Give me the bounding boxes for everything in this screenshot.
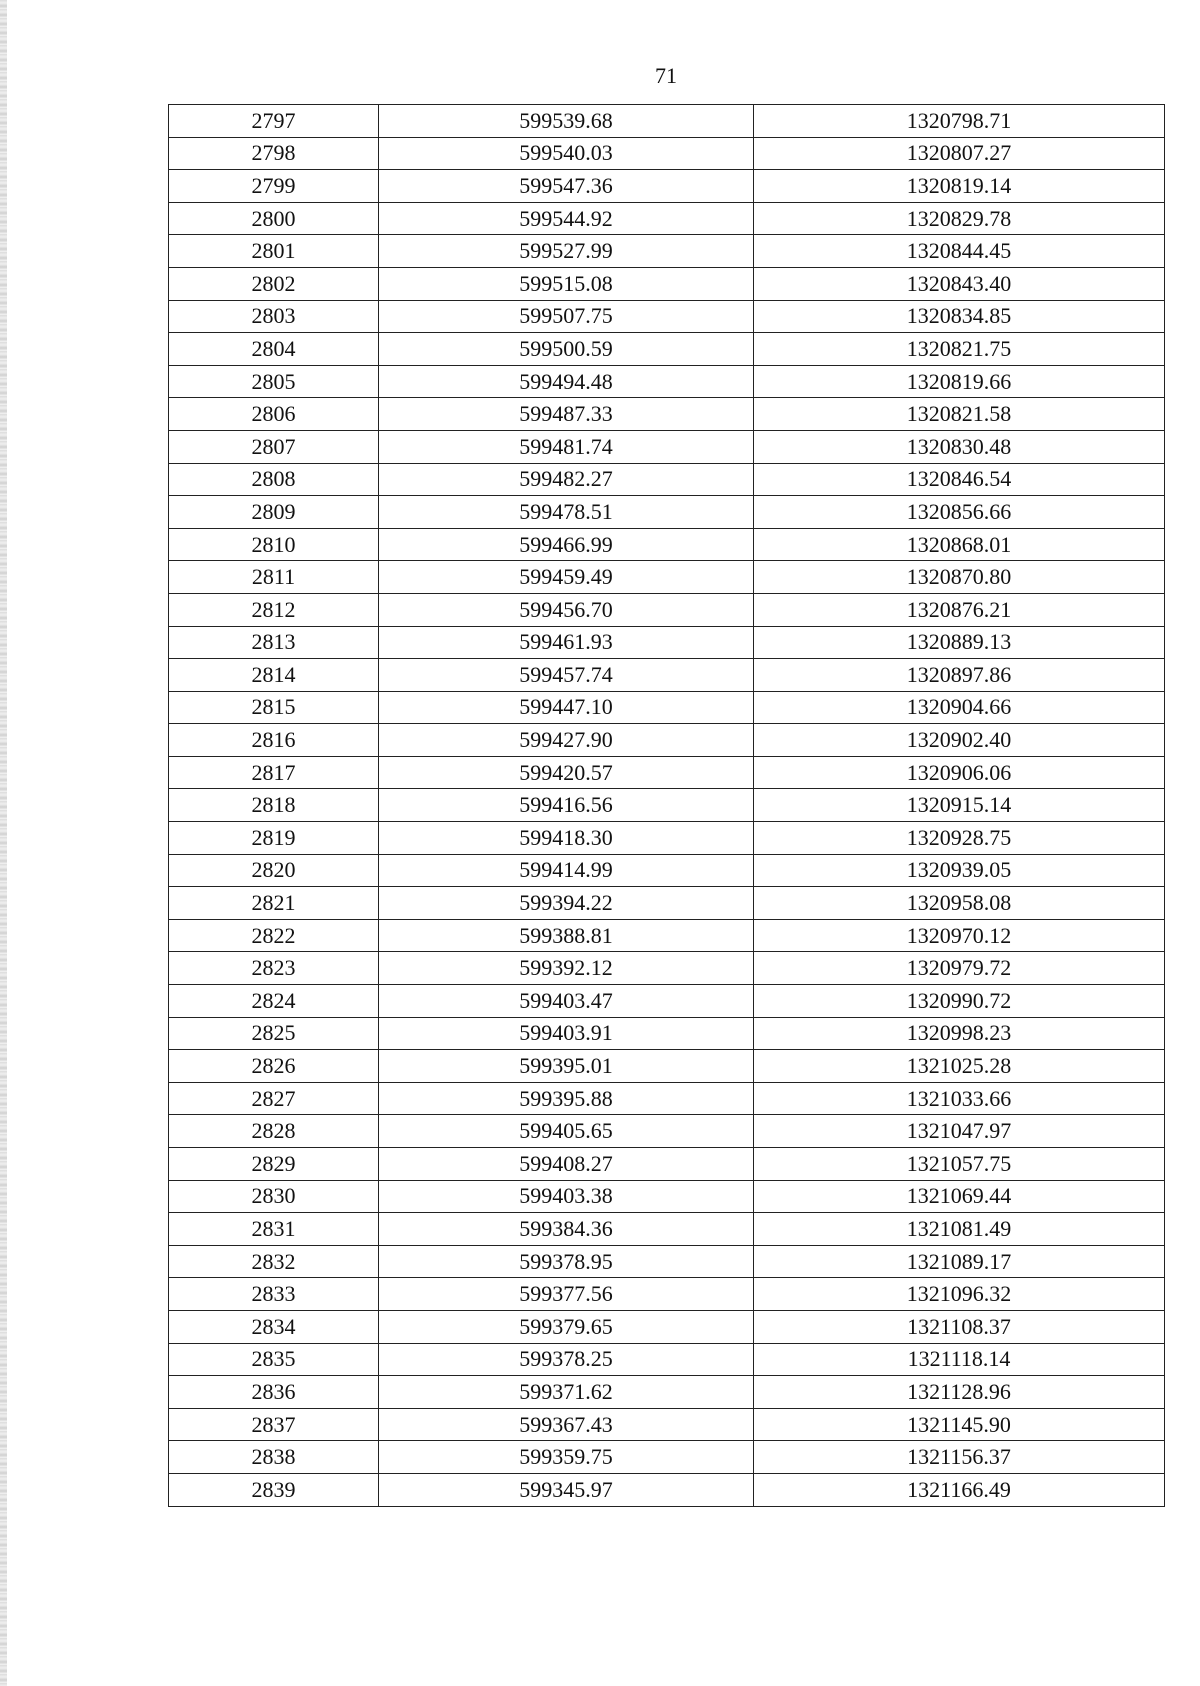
x-coordinate-cell: 599427.90 <box>379 724 754 757</box>
point-number-cell: 2817 <box>169 756 379 789</box>
point-number-cell: 2815 <box>169 691 379 724</box>
table-row <box>169 659 1165 692</box>
point-number-cell: 2819 <box>169 822 379 855</box>
x-coordinate-cell: 599345.97 <box>379 1473 754 1506</box>
x-coordinate-cell: 599457.74 <box>379 659 754 692</box>
table-row <box>169 365 1165 398</box>
point-number-cell: 2798 <box>169 137 379 170</box>
x-coordinate-cell: 599540.03 <box>379 137 754 170</box>
table-row <box>169 919 1165 952</box>
table-row <box>169 1180 1165 1213</box>
coordinate-table-body <box>169 105 1165 1507</box>
x-coordinate-cell: 599395.01 <box>379 1050 754 1083</box>
x-coordinate-cell: 599487.33 <box>379 398 754 431</box>
x-coordinate-cell: 599539.68 <box>379 105 754 138</box>
y-coordinate-cell: 1321033.66 <box>754 1082 1165 1115</box>
point-number-cell: 2824 <box>169 985 379 1018</box>
x-coordinate-cell: 599408.27 <box>379 1148 754 1181</box>
y-coordinate-cell: 1321025.28 <box>754 1050 1165 1083</box>
x-coordinate-cell: 599507.75 <box>379 300 754 333</box>
point-number-cell: 2835 <box>169 1343 379 1376</box>
table-row <box>169 1245 1165 1278</box>
y-coordinate-cell: 1320844.45 <box>754 235 1165 268</box>
table-row <box>169 1082 1165 1115</box>
table-row <box>169 1213 1165 1246</box>
table-row <box>169 1050 1165 1083</box>
y-coordinate-cell: 1320868.01 <box>754 528 1165 561</box>
y-coordinate-cell: 1320897.86 <box>754 659 1165 692</box>
y-coordinate-cell: 1320876.21 <box>754 593 1165 626</box>
scan-edge-shadow <box>0 0 7 1686</box>
point-number-cell: 2808 <box>169 463 379 496</box>
x-coordinate-cell: 599392.12 <box>379 952 754 985</box>
y-coordinate-cell: 1321128.96 <box>754 1376 1165 1409</box>
point-number-cell: 2809 <box>169 496 379 529</box>
y-coordinate-cell: 1320846.54 <box>754 463 1165 496</box>
y-coordinate-cell: 1321089.17 <box>754 1245 1165 1278</box>
x-coordinate-cell: 599515.08 <box>379 267 754 300</box>
point-number-cell: 2838 <box>169 1441 379 1474</box>
point-number-cell: 2823 <box>169 952 379 985</box>
table-row <box>169 528 1165 561</box>
y-coordinate-cell: 1321156.37 <box>754 1441 1165 1474</box>
table-row <box>169 202 1165 235</box>
y-coordinate-cell: 1320958.08 <box>754 887 1165 920</box>
point-number-cell: 2813 <box>169 626 379 659</box>
y-coordinate-cell: 1320970.12 <box>754 919 1165 952</box>
point-number-cell: 2820 <box>169 854 379 887</box>
table-row <box>169 854 1165 887</box>
x-coordinate-cell: 599379.65 <box>379 1310 754 1343</box>
table-row <box>169 593 1165 626</box>
x-coordinate-cell: 599459.49 <box>379 561 754 594</box>
table-row <box>169 105 1165 138</box>
point-number-cell: 2831 <box>169 1213 379 1246</box>
x-coordinate-cell: 599466.99 <box>379 528 754 561</box>
x-coordinate-cell: 599481.74 <box>379 430 754 463</box>
table-row <box>169 1376 1165 1409</box>
y-coordinate-cell: 1320998.23 <box>754 1017 1165 1050</box>
table-row <box>169 1017 1165 1050</box>
table-row <box>169 398 1165 431</box>
point-number-cell: 2818 <box>169 789 379 822</box>
table-row <box>169 267 1165 300</box>
x-coordinate-cell: 599371.62 <box>379 1376 754 1409</box>
x-coordinate-cell: 599456.70 <box>379 593 754 626</box>
y-coordinate-cell: 1321145.90 <box>754 1408 1165 1441</box>
point-number-cell: 2812 <box>169 593 379 626</box>
y-coordinate-cell: 1321108.37 <box>754 1310 1165 1343</box>
point-number-cell: 2803 <box>169 300 379 333</box>
y-coordinate-cell: 1320928.75 <box>754 822 1165 855</box>
x-coordinate-cell: 599414.99 <box>379 854 754 887</box>
table-row <box>169 1441 1165 1474</box>
x-coordinate-cell: 599500.59 <box>379 333 754 366</box>
y-coordinate-cell: 1321069.44 <box>754 1180 1165 1213</box>
x-coordinate-cell: 599395.88 <box>379 1082 754 1115</box>
point-number-cell: 2805 <box>169 365 379 398</box>
x-coordinate-cell: 599403.38 <box>379 1180 754 1213</box>
y-coordinate-cell: 1320829.78 <box>754 202 1165 235</box>
y-coordinate-cell: 1321081.49 <box>754 1213 1165 1246</box>
table-row <box>169 952 1165 985</box>
table-row <box>169 1473 1165 1506</box>
y-coordinate-cell: 1320821.75 <box>754 333 1165 366</box>
table-row <box>169 724 1165 757</box>
coordinate-table <box>168 104 1165 1507</box>
point-number-cell: 2822 <box>169 919 379 952</box>
y-coordinate-cell: 1320870.80 <box>754 561 1165 594</box>
x-coordinate-cell: 599527.99 <box>379 235 754 268</box>
table-row <box>169 170 1165 203</box>
y-coordinate-cell: 1320904.66 <box>754 691 1165 724</box>
x-coordinate-cell: 599384.36 <box>379 1213 754 1246</box>
page-number: 71 <box>655 63 677 88</box>
y-coordinate-cell: 1320990.72 <box>754 985 1165 1018</box>
x-coordinate-cell: 599367.43 <box>379 1408 754 1441</box>
table-row <box>169 1310 1165 1343</box>
y-coordinate-cell: 1321166.49 <box>754 1473 1165 1506</box>
x-coordinate-cell: 599378.95 <box>379 1245 754 1278</box>
x-coordinate-cell: 599388.81 <box>379 919 754 952</box>
table-row <box>169 1148 1165 1181</box>
point-number-cell: 2834 <box>169 1310 379 1343</box>
x-coordinate-cell: 599359.75 <box>379 1441 754 1474</box>
point-number-cell: 2802 <box>169 267 379 300</box>
x-coordinate-cell: 599378.25 <box>379 1343 754 1376</box>
y-coordinate-cell: 1320843.40 <box>754 267 1165 300</box>
table-row <box>169 1278 1165 1311</box>
table-row <box>169 756 1165 789</box>
point-number-cell: 2797 <box>169 105 379 138</box>
y-coordinate-cell: 1320856.66 <box>754 496 1165 529</box>
x-coordinate-cell: 599405.65 <box>379 1115 754 1148</box>
x-coordinate-cell: 599544.92 <box>379 202 754 235</box>
y-coordinate-cell: 1320915.14 <box>754 789 1165 822</box>
table-row <box>169 822 1165 855</box>
table-row <box>169 1408 1165 1441</box>
x-coordinate-cell: 599461.93 <box>379 626 754 659</box>
y-coordinate-cell: 1320830.48 <box>754 430 1165 463</box>
y-coordinate-cell: 1320798.71 <box>754 105 1165 138</box>
table-row <box>169 1115 1165 1148</box>
table-row <box>169 561 1165 594</box>
y-coordinate-cell: 1320939.05 <box>754 854 1165 887</box>
point-number-cell: 2839 <box>169 1473 379 1506</box>
point-number-cell: 2804 <box>169 333 379 366</box>
point-number-cell: 2800 <box>169 202 379 235</box>
point-number-cell: 2821 <box>169 887 379 920</box>
table-row <box>169 691 1165 724</box>
x-coordinate-cell: 599394.22 <box>379 887 754 920</box>
table-row <box>169 463 1165 496</box>
y-coordinate-cell: 1320906.06 <box>754 756 1165 789</box>
table-row <box>169 235 1165 268</box>
point-number-cell: 2825 <box>169 1017 379 1050</box>
y-coordinate-cell: 1320889.13 <box>754 626 1165 659</box>
x-coordinate-cell: 599377.56 <box>379 1278 754 1311</box>
table-row <box>169 333 1165 366</box>
x-coordinate-cell: 599482.27 <box>379 463 754 496</box>
y-coordinate-cell: 1320819.14 <box>754 170 1165 203</box>
table-row <box>169 789 1165 822</box>
x-coordinate-cell: 599403.47 <box>379 985 754 1018</box>
y-coordinate-cell: 1321118.14 <box>754 1343 1165 1376</box>
table-row <box>169 985 1165 1018</box>
table-row <box>169 137 1165 170</box>
point-number-cell: 2830 <box>169 1180 379 1213</box>
point-number-cell: 2801 <box>169 235 379 268</box>
point-number-cell: 2799 <box>169 170 379 203</box>
y-coordinate-cell: 1321096.32 <box>754 1278 1165 1311</box>
point-number-cell: 2814 <box>169 659 379 692</box>
point-number-cell: 2828 <box>169 1115 379 1148</box>
x-coordinate-cell: 599420.57 <box>379 756 754 789</box>
y-coordinate-cell: 1321047.97 <box>754 1115 1165 1148</box>
point-number-cell: 2810 <box>169 528 379 561</box>
x-coordinate-cell: 599447.10 <box>379 691 754 724</box>
y-coordinate-cell: 1321057.75 <box>754 1148 1165 1181</box>
point-number-cell: 2832 <box>169 1245 379 1278</box>
point-number-cell: 2833 <box>169 1278 379 1311</box>
x-coordinate-cell: 599478.51 <box>379 496 754 529</box>
point-number-cell: 2811 <box>169 561 379 594</box>
table-row <box>169 626 1165 659</box>
y-coordinate-cell: 1320834.85 <box>754 300 1165 333</box>
x-coordinate-cell: 599403.91 <box>379 1017 754 1050</box>
x-coordinate-cell: 599494.48 <box>379 365 754 398</box>
x-coordinate-cell: 599416.56 <box>379 789 754 822</box>
table-row <box>169 496 1165 529</box>
table-row <box>169 300 1165 333</box>
table-row <box>169 1343 1165 1376</box>
y-coordinate-cell: 1320821.58 <box>754 398 1165 431</box>
x-coordinate-cell: 599418.30 <box>379 822 754 855</box>
point-number-cell: 2836 <box>169 1376 379 1409</box>
point-number-cell: 2806 <box>169 398 379 431</box>
table-row <box>169 887 1165 920</box>
point-number-cell: 2807 <box>169 430 379 463</box>
point-number-cell: 2829 <box>169 1148 379 1181</box>
y-coordinate-cell: 1320902.40 <box>754 724 1165 757</box>
point-number-cell: 2837 <box>169 1408 379 1441</box>
y-coordinate-cell: 1320807.27 <box>754 137 1165 170</box>
table-row <box>169 430 1165 463</box>
y-coordinate-cell: 1320979.72 <box>754 952 1165 985</box>
point-number-cell: 2826 <box>169 1050 379 1083</box>
point-number-cell: 2827 <box>169 1082 379 1115</box>
y-coordinate-cell: 1320819.66 <box>754 365 1165 398</box>
x-coordinate-cell: 599547.36 <box>379 170 754 203</box>
point-number-cell: 2816 <box>169 724 379 757</box>
